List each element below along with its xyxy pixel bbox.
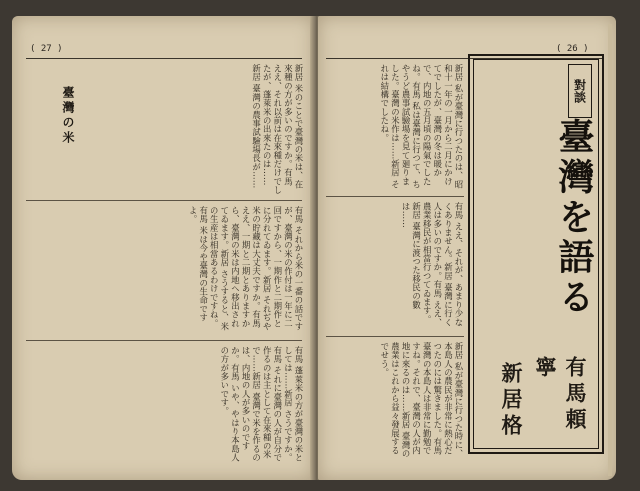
page-number: ( 27 ) (30, 44, 63, 54)
title-box (468, 54, 604, 454)
column-rule (26, 200, 302, 201)
column-rule (26, 340, 302, 341)
article-title: 臺灣を語る (553, 118, 595, 318)
category-tag: 對談 (568, 64, 592, 118)
text-block-upper: 新居 米のことで臺灣の米は、在來種の方が多いのですか。有馬 ええ、それ以前は在來種だけでしたが、蓬萊米の出來たのは…… 新居 臺灣の農事試驗場長が…… (251, 64, 304, 195)
text-block-middle: 有馬 ええ、それが、あまり少なくありません。新居 臺灣に行く人は多いのですか。有馬 ええ、農業移民が相當行つてゐます。新居 臺灣に渡つた移民の數は…… (401, 202, 464, 327)
open-book-spread (12, 16, 620, 480)
text-block-lower: 有馬 蓬萊米の方が臺灣の米としては……新居 さうですか。有馬 それに臺灣の人が自分で作るのは主として在來種の米で……新居 臺灣で米を作るのは、内地の人が多いのですか。有馬 いや、やはり本島人の方が多いです。 (219, 346, 304, 462)
subheading: 臺灣の米 (61, 86, 75, 146)
author-name: 新居格 (499, 362, 524, 440)
text-block-middle: 有馬 それから米の一番の話ですが、臺灣の米の作付は一年に二回ですから、一期作と二期作とに分れてゐます。新居 それぢや米の貯藏は大丈夫ですか。有馬 ええ、一期と二期とありますから、臺灣の米は内地へ移出されてゐます。新居 さうすると、米の生産は相當あるわけですね。有馬 米は今や臺灣の生命ですよ。 (188, 206, 304, 331)
left-page (12, 16, 314, 480)
column-rule (326, 336, 464, 337)
text-block-lower: 新居 私が臺灣に行つた時に、本島人の農民が非常に熱心だつたのには驚きました。有馬 臺灣の本島人は非常に勤勉ですね。それで、臺灣の人が内地に來るのは……新居 臺灣の農業はこれから益々發展するでせう。 (379, 342, 464, 458)
page-number: ( 26 ) (556, 44, 589, 54)
right-page (318, 16, 616, 480)
author-name: 有馬頼寧 (533, 356, 588, 434)
text-block-upper: 新居 私が臺灣に行つたのは、昭和十一年の一月から二月にかけてでしたが、臺灣の冬は暖かで、内地の五月頃の陽氣でしたね。有馬 私は臺灣に行つて、ちやうど農事試驗場を見て廻りました。臺灣の米作は……新居 それは結構でしたね。 (379, 64, 464, 189)
page-edge (608, 24, 612, 476)
column-rule (326, 196, 464, 197)
header-rule (26, 58, 302, 59)
